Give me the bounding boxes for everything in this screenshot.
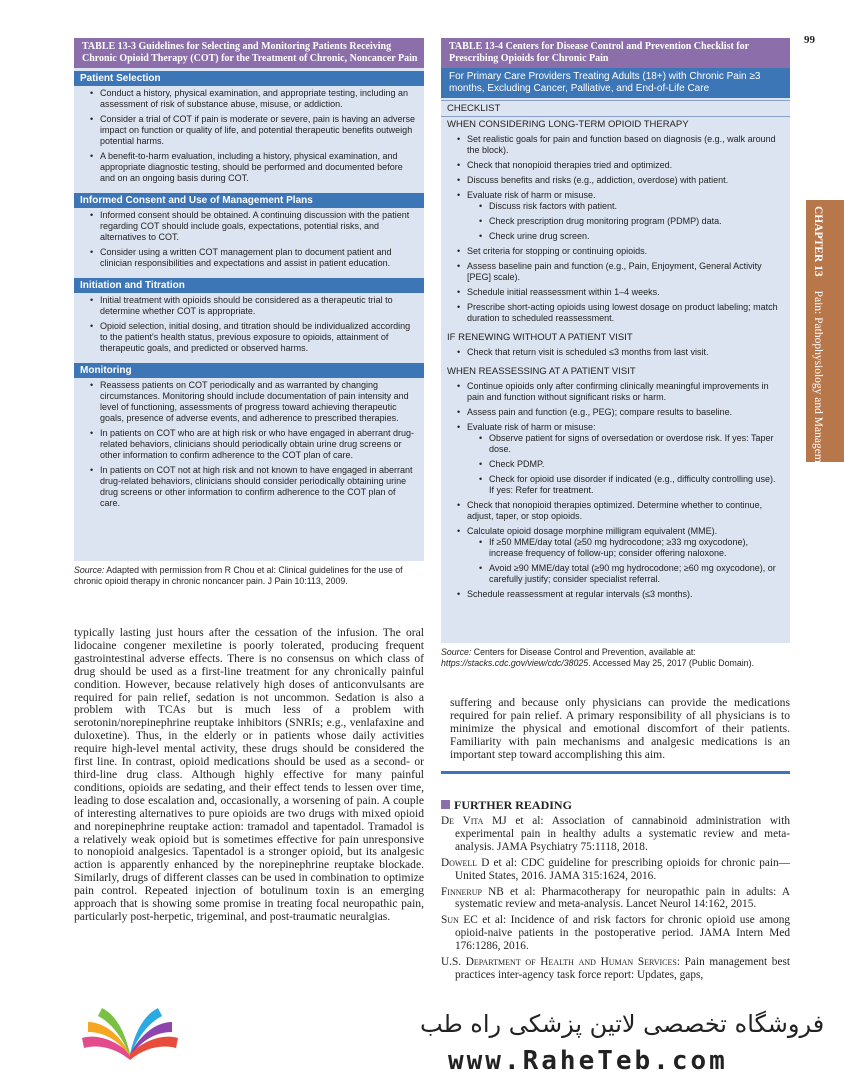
list-item: • Continue opioids only after confirming clinically meaningful improvements in pain and function without significant risks or harm. [457,381,782,403]
list-item: • Check prescription drug monitoring program (PDMP) data. [479,216,778,227]
divider [441,771,790,774]
table-13-3 [74,38,424,561]
checklist-section-heading: WHEN CONSIDERING LONG-TERM OPIOID THERAPY [447,119,689,130]
reference-list [441,815,790,985]
checklist-section-heading: IF RENEWING WITHOUT A PATIENT VISIT [447,332,633,343]
table-13-4-source: Source: Centers for Disease Control and Prevention, available at: https://stacks.cdc.gov/view/cdc/38025. Accessed May 25, 2017 (Public Domain). [441,647,754,668]
list-item: • In patients on COT who are at high risk or who have engaged in aberrant drug-related behaviors, clinicians should periodically obtain urine drug screens or other information to confirm adherence to the COT plan of care. [90,428,416,461]
table-section-heading: Informed Consent and Use of Management Plans [74,193,424,208]
list-item: • Discuss risk factors with patient. [479,201,778,212]
list-item: • Initial treatment with opioids should be considered as a therapeutic trial to determine whether COT is appropriate. [90,295,416,317]
book-logo-icon [80,1004,180,1069]
list-item: • In patients on COT not at high risk and not known to have engaged in aberrant drug-related behaviors, clinicians should consider periodically obtaining urine drug screens or other information to confirm adherence to the COT plan of care. [90,465,416,509]
list-item: • Assess baseline pain and function (e.g., Pain, Enjoyment, General Activity [PEG] scale). [457,261,782,283]
list-item: • Evaluate risk of harm or misuse. • Discuss risk factors with patient. • Check prescription drug monitoring program (PDMP) data. • Check urine drug screen. [457,190,782,242]
list-item: • Informed consent should be obtained. A continuing discussion with the patient regarding COT should include goals, expectations, potential risks, and alternatives to COT. [90,210,416,243]
checklist-section-heading: WHEN REASSESSING AT A PATIENT VISIT [447,366,636,377]
page-number: 99 [804,34,815,46]
list-item: • Opioid selection, initial dosing, and titration should be individualized according to the patient's health status, previous exposure to opioids, attainment of therapeutic goals, and predicted or observed harms. [90,321,416,354]
list-item: • Discuss benefits and risks (e.g., addiction, overdose) with patient. [457,175,782,186]
table-13-3-title: TABLE 13-3 Guidelines for Selecting and Monitoring Patients Receiving Chronic Opioid Therapy (COT) for the Treatment of Chronic, Noncancer Pain [74,38,424,68]
chapter-tab [806,200,844,477]
list-item: • If ≥50 MME/day total (≥50 mg hydrocodone; ≥33 mg oxycodone), increase frequency of follow-up; consider offering naloxone. [479,537,778,559]
table-section-heading: Patient Selection [74,71,424,86]
list-item: • Assess pain and function (e.g., PEG); compare results to baseline. [457,407,782,418]
reference-item: Sun EC et al: Incidence of and risk factors for chronic opioid use among opioid-naive patients in the postoperative period. JAMA Intern Med 176:1286, 2016. [441,914,790,953]
source-link[interactable]: https://stacks.cdc.gov/view/cdc/38025 [441,657,589,668]
list-item: • Set criteria for stopping or continuing opioids. [457,246,782,257]
table-13-3-source: Source: Adapted with permission from R Chou et al: Clinical guidelines for the use of chronic opioid therapy in chronic noncancer pain. J Pain 10:113, 2009. [74,565,403,586]
further-reading-heading: FURTHER READING [441,798,572,813]
list-item: • Consider a trial of COT if pain is moderate or severe, pain is having an adverse impact on function or quality of life, and potential therapeutic benefits outweigh potential harms. [90,114,416,147]
list-item: • Check PDMP. [479,459,778,470]
right-column-body: suffering and because only physicians can provide the medications required for pain relief. A primary responsibility of all physicians is to minimize the physical and emotional discomfort of their patients. Familiarity with pain mechanisms and analgesic medications is an important step toward accomplishing this aim. [450,696,790,761]
list-item: • Calculate opioid dosage morphine milligram equivalent (MME). • If ≥50 MME/day total (≥50 mg hydrocodone; ≥33 mg oxycodone), increase frequency of follow-up; consider offering naloxone. • Avoid ≥90 MME/day total (≥90 mg hydrocodone; ≥60 mg oxycodone), or carefully justify; consider specialist referral. [457,526,782,585]
list-item: • Reassess patients on COT periodically and as warranted by changing circumstances. Monitoring should include documentation of pain intensity and level of functioning, assessments of progress toward achieving therapeutic goals, presence of adverse events, and adherence to prescribed therapies. [90,380,416,424]
list-item: • Prescribe short-acting opioids using lowest dosage on product labeling; match duration to scheduled reassessment. [457,302,782,324]
chapter-title: Pain: Pathophysiology and Management [812,290,824,477]
list-item: • Consider using a written COT management plan to document patient and clinician responsibilities and expectations and assist in patient education. [90,247,416,269]
list-item: • Schedule reassessment at regular intervals (≤3 months). [457,589,782,600]
reference-item: De Vita MJ et al: Association of cannabinoid administration with experimental pain in healthy adults a systematic review and meta-analysis. JAMA Psychiatry 75:1118, 2018. [441,815,790,853]
square-bullet-icon [441,800,450,809]
list-item: • Observe patient for signs of oversedation or overdose risk. If yes: Taper dose. [479,433,778,455]
table-13-4-subtitle: For Primary Care Providers Treating Adults (18+) with Chronic Pain ≥3 months, Excluding Cancer, Palliative, and End-of-Life Care [441,68,790,98]
watermark-url: www.RaheTeb.com [448,1046,728,1076]
list-item: • Set realistic goals for pain and function based on diagnosis (e.g., walk around the block). [457,134,782,156]
list-item: • Check that nonopioid therapies tried and optimized. [457,160,782,171]
list-item: • Check that nonopioid therapies optimized. Determine whether to continue, adjust, taper, or stop opioids. [457,500,782,522]
reference-item: Dowell D et al: CDC guideline for prescribing opioids for chronic pain—United States, 2016. JAMA 315:1624, 2016. [441,856,790,882]
list-item: • Check urine drug screen. [479,231,778,242]
list-item: • Avoid ≥90 MME/day total (≥90 mg hydrocodone; ≥60 mg oxycodone), or carefully justify; consider specialist referral. [479,563,778,585]
left-column-body: typically lasting just hours after the cessation of the infusion. The oral lidocaine congener mexiletine is poorly tolerated, producing frequent gastrointestinal adverse effects. There is no consensus on which class of drug should be used as a first-line treatment for any chronically painful condition. However, because relatively high doses of anticonvulsants are required for pain relief, sedation is not uncommon. Sedation is also a problem with TCAs but is much less of a problem with serotonin/norepinephrine reuptake inhibitors (SNRIs; e.g., venlafaxine and duloxetine). Thus, in the elderly or in patients whose daily activities require high-level mental activity, these drugs should be considered the first line. In contrast, opioid medications should be used as a second- or third-line drug class. Although highly effective for many painful conditions, opioids are sedating, and their effect tends to lessen over time, leading to dose escalation and, occasionally, a worsening of pain. A couple of interesting alternatives to pure opioids are two drugs with mixed opioid and norepinephrine reuptake action: tramadol and tapentadol. Tramadol is a relatively weak opioid but is sometimes effective for pain unresponsive to nonopioid analgesics. Tapentadol is a stronger opioid, but its analgesic action is apparently enhanced by the norepinephrine reuptake blockade. Similarly, drugs of different classes can be used in combination to optimize pain control. Repeated injection of botulinum toxin is an emerging approach that is showing some promise in treating focal neuropathic pain, particularly post-herpetic, trigeminal, and post-traumatic neuralgias. [74,626,424,923]
chapter-number: CHAPTER 13 [812,206,824,277]
watermark-shop-name: فروشگاه تخصصی لاتین پزشکی راه طب [420,1010,825,1038]
table-section-heading: Monitoring [74,363,424,378]
list-item: • Check that return visit is scheduled ≤3 months from last visit. [457,347,782,358]
list-item: • Schedule initial reassessment within 1–4 weeks. [457,287,782,298]
list-item: • Conduct a history, physical examination, and appropriate testing, including an assessment of risk of substance abuse, misuse, or addiction. [90,88,416,110]
table-13-4 [441,38,790,643]
table-section-heading: Initiation and Titration [74,278,424,293]
reference-item: U.S. Department of Health and Human Services: Pain management best practices inter-agency task force report: Updates, gaps, [441,956,790,981]
list-item: • Check for opioid use disorder if indicated (e.g., difficulty controlling use). If yes: Refer for treatment. [479,474,778,496]
table-13-4-title: TABLE 13-4 Centers for Disease Control and Prevention Checklist for Prescribing Opioids for Chronic Pain [441,38,790,68]
checklist-label: CHECKLIST [441,100,790,117]
list-item: • Evaluate risk of harm or misuse: • Observe patient for signs of oversedation or overdose risk. If yes: Taper dose. • Check PDMP. • Check for opioid use disorder if indicated (e.g., difficulty controlling use). If yes: Refer for treatment. [457,422,782,496]
reference-item: Finnerup NB et al: Pharmacotherapy for neuropathic pain in adults: A systematic review and meta-analysis. Lancet Neurol 14:162, 2015. [441,885,790,911]
list-item: • A benefit-to-harm evaluation, including a history, physical examination, and appropriate diagnostic testing, should be performed and documented before and on an ongoing basis during COT. [90,151,416,184]
